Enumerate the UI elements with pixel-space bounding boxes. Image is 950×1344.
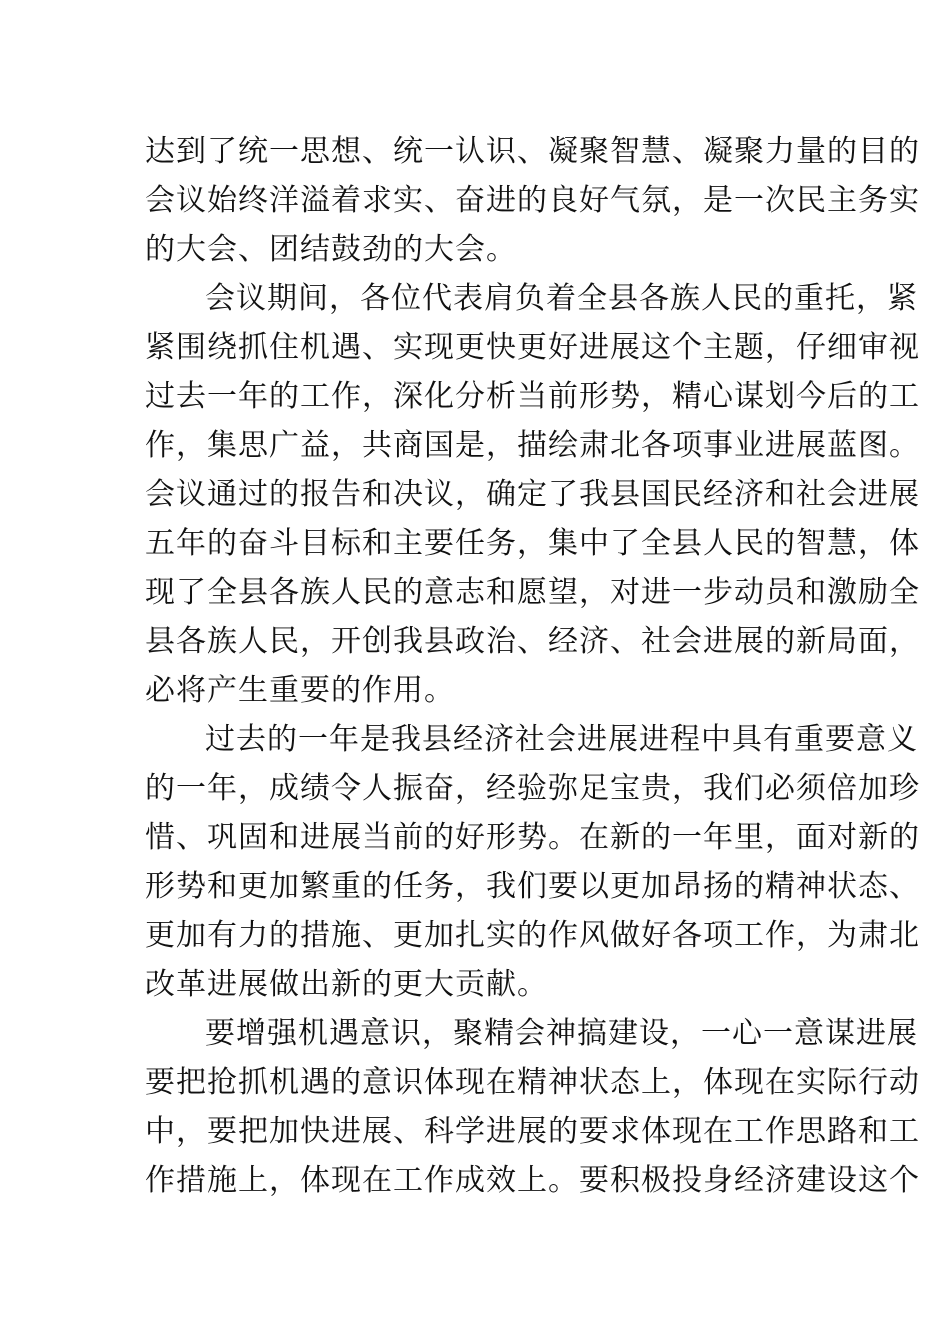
- text-line: 作措施上，体现在工作成效上。要积极投身经济建设这个: [145, 1163, 920, 1198]
- text-line: 五年的奋斗目标和主要任务，集中了全县人民的智慧，体: [145, 526, 920, 561]
- text-line: 现了全县各族人民的意志和愿望，对进一步动员和激励全: [145, 575, 920, 610]
- text-line: 会议始终洋溢着求实、奋进的良好气氛，是一次民主务实: [145, 183, 920, 218]
- text-line: 形势和更加繁重的任务，我们要以更加昂扬的精神状态、: [145, 869, 920, 904]
- text-line: 作，集思广益，共商国是，描绘肃北各项事业进展蓝图。: [145, 428, 920, 463]
- text-line: 过去一年的工作，深化分析当前形势，精心谋划今后的工: [145, 379, 920, 414]
- text-line: 要把抢抓机遇的意识体现在精神状态上，体现在实际行动: [145, 1065, 920, 1100]
- text-line: 会议通过的报告和决议，确定了我县国民经济和社会进展: [145, 477, 920, 512]
- text-line: 中，要把加快进展、科学进展的要求体现在工作思路和工: [145, 1114, 920, 1149]
- text-line: 更加有力的措施、更加扎实的作风做好各项工作，为肃北: [145, 918, 920, 953]
- text-line: 改革进展做出新的更大贡献。: [145, 967, 548, 1002]
- text-line: 必将产生重要的作用。: [145, 673, 455, 708]
- paragraph-start-line: 会议期间，各位代表肩负着全县各族人民的重托，紧: [205, 281, 918, 316]
- text-line: 县各族人民，开创我县政治、经济、社会进展的新局面，: [145, 624, 920, 659]
- text-line: 达到了统一思想、统一认识、凝聚智慧、凝聚力量的目的: [145, 134, 920, 169]
- body-text: [145, 127, 920, 1205]
- paragraph-start-line: 要增强机遇意识，聚精会神搞建设，一心一意谋进展: [205, 1016, 918, 1051]
- text-line: 惜、巩固和进展当前的好形势。在新的一年里，面对新的: [145, 820, 920, 855]
- paragraph-start-line: 过去的一年是我县经济社会进展进程中具有重要意义: [205, 722, 918, 757]
- text-line: 紧围绕抓住机遇、实现更快更好进展这个主题，仔细审视: [145, 330, 920, 365]
- text-line: 的大会、团结鼓劲的大会。: [145, 232, 517, 267]
- text-line: 的一年，成绩令人振奋，经验弥足宝贵，我们必须倍加珍: [145, 771, 920, 806]
